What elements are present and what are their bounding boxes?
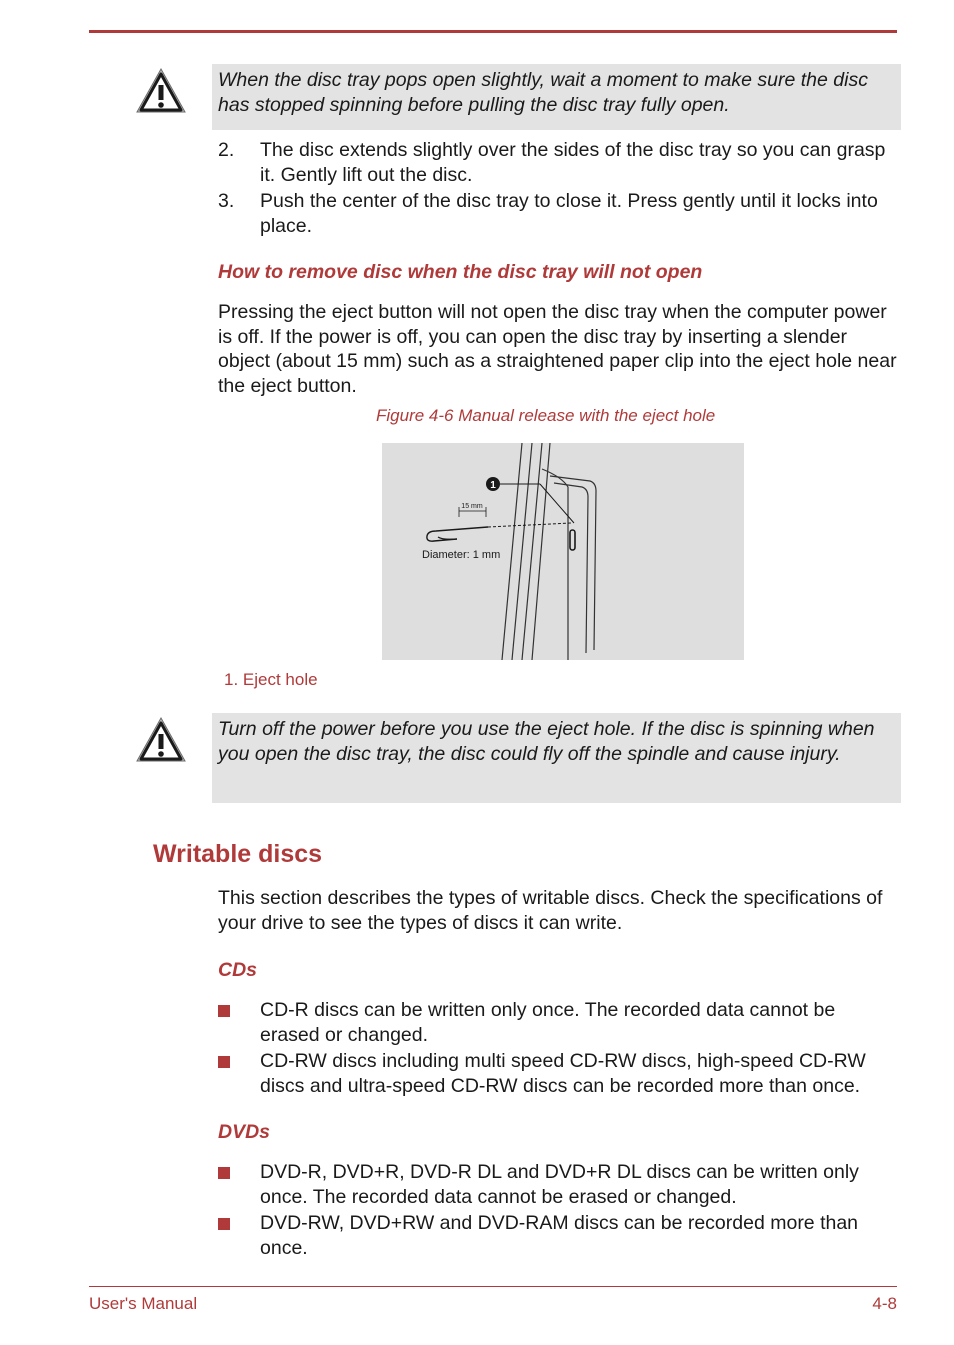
list-item-text: DVD-R, DVD+R, DVD-R DL and DVD+R DL discs can be written only once. The recorded data cannot be erased or changed. — [260, 1161, 859, 1208]
step-number: 2. — [218, 139, 235, 161]
footer-rule — [89, 1286, 897, 1287]
paper-clip-icon — [427, 527, 488, 541]
bullet-square-icon — [218, 1218, 230, 1230]
step-text: Push the center of the disc tray to close it. Press gently until it locks into place. — [260, 190, 878, 237]
step-text: The disc extends slightly over the sides of the disc tray so you can grasp it. Gently lift out the disc. — [260, 139, 886, 186]
figure-caption: Figure 4-6 Manual release with the eject hole — [376, 406, 716, 425]
paragraph-remove-disc: Pressing the eject button will not open the disc tray when the computer power is off. If the power is off, you can open the disc tray by inserting a slender object (about 15 mm) such as a straightened paper clip into the eject hole near the eject button. — [218, 301, 897, 397]
footer-manual-title: User's Manual — [89, 1294, 198, 1313]
list-item-text: CD-RW discs including multi speed CD-RW discs, high-speed CD-RW discs and ultra-speed CD-RW discs can be recorded more than once. — [260, 1050, 866, 1097]
callout-number: 1 — [490, 480, 496, 491]
diameter-label: Diameter: 1 mm — [422, 549, 501, 561]
section-title: Writable discs — [153, 840, 323, 868]
caution-note-text: When the disc tray pops open slightly, wait a moment to make sure the disc has stopped spinning before pulling the disc tray fully open. — [218, 69, 868, 116]
caution-note — [212, 713, 901, 803]
caution-note-text: Turn off the power before you use the eject hole. If the disc is spinning when you open the disc tray, the disc could fly off the spindle and cause injury. — [218, 718, 875, 765]
bullet-square-icon — [218, 1005, 230, 1017]
subheading-dvds: DVDs — [218, 1121, 271, 1143]
step-number: 3. — [218, 190, 235, 212]
list-item-text: DVD-RW, DVD+RW and DVD-RAM discs can be recorded more than once. — [260, 1212, 859, 1259]
bullet-square-icon — [218, 1167, 230, 1179]
footer-page-number: 4-8 — [872, 1294, 897, 1313]
subheading-cds: CDs — [218, 959, 258, 981]
caution-note — [212, 64, 901, 130]
section-intro: This section describes the types of writable discs. Check the specifications of your drive to see the types of discs it can write. — [218, 887, 883, 934]
header-rule — [89, 30, 897, 33]
bullet-square-icon — [218, 1056, 230, 1068]
eject-hole — [570, 530, 575, 550]
figure-legend: 1. Eject hole — [224, 670, 318, 689]
insertion-line — [488, 523, 571, 527]
list-item-text: CD-R discs can be written only once. The recorded data cannot be erased or changed. — [260, 999, 836, 1046]
subheading-remove-disc: How to remove disc when the disc tray will not open — [218, 261, 703, 283]
eject-hole-illustration — [382, 443, 744, 660]
length-label: 15 mm — [461, 503, 483, 510]
warning-triangle-icon — [134, 66, 188, 116]
warning-triangle-icon — [134, 715, 188, 765]
